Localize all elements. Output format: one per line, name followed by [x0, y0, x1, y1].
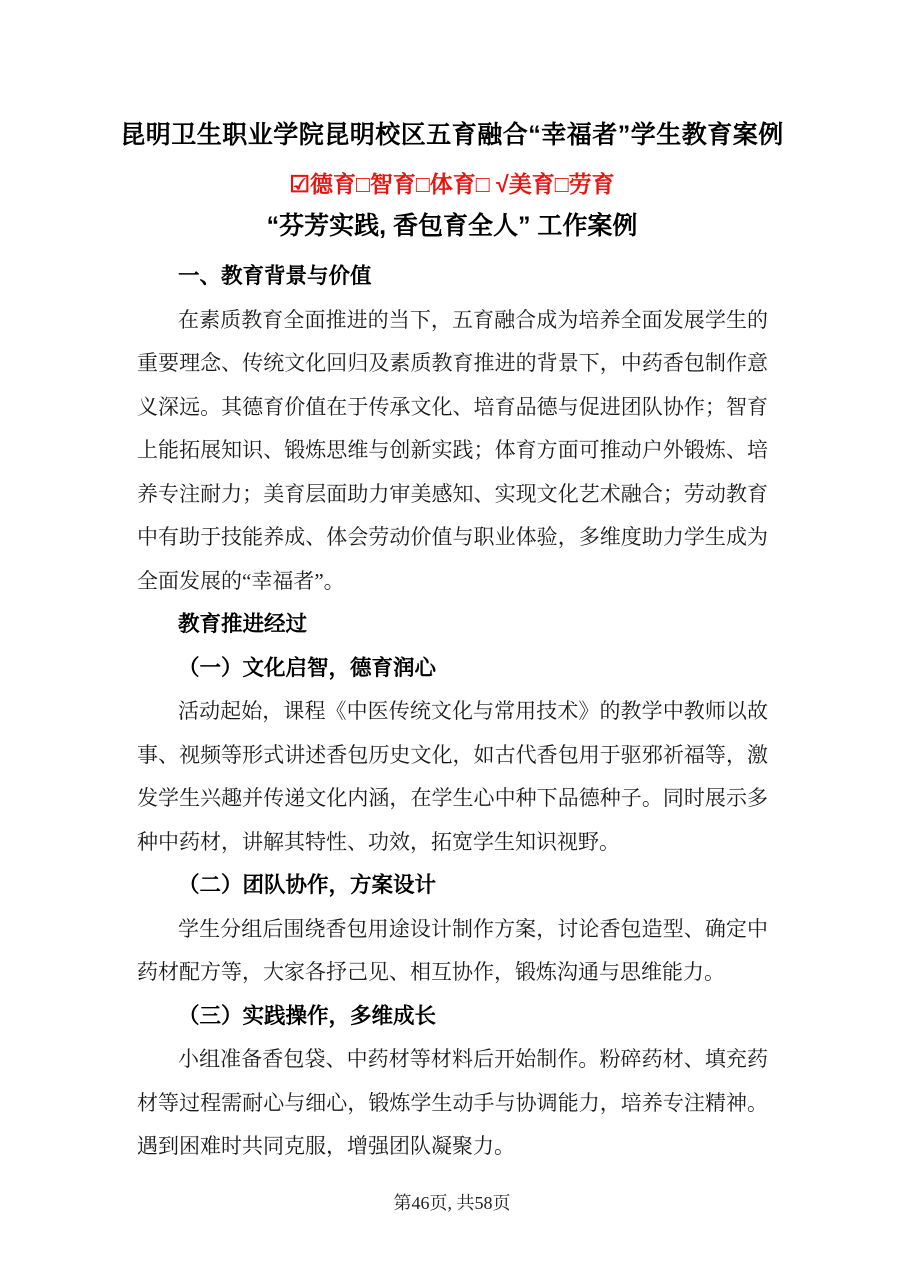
paragraph-line: 义深远。其德育价值在于传承文化、培育品德与促进团队协作；智育	[137, 394, 768, 419]
paragraph-line: 上能拓展知识、锻炼思维与创新实践；体育方面可推动户外锻炼、培	[137, 438, 768, 462]
section-heading-background-value: 一、教育背景与价值	[178, 264, 372, 288]
paragraph-line: 小组准备香包袋、中药材等材料后开始制作。粉碎药材、填充药	[178, 1047, 768, 1071]
step-heading-3: （三）实践操作，多维成长	[178, 1003, 437, 1028]
paragraph-line: 发学生兴趣并传递文化内涵，在学生心中种下品德种子。同时展示多	[137, 786, 768, 810]
paragraph-line: 活动起始，课程《中医传统文化与常用技术》的教学中教师以故	[178, 699, 768, 723]
section-heading-process: 教育推进经过	[178, 612, 308, 636]
paragraph-line: 种中药材，讲解其特性、功效，拓宽学生知识视野。	[137, 829, 620, 854]
document-title: 昆明卫生职业学院昆明校区五育融合“幸福者”学生教育案例	[120, 121, 784, 149]
paragraph-line: 材等过程需耐心与细心，锻炼学生动手与协调能力，培养专注精神。	[137, 1090, 768, 1115]
paragraph-line: 事、视频等形式讲述香包历史文化，如古代香包用于驱邪祈福等，激	[137, 742, 768, 767]
page-number-indicator: 第46页, 共58页	[393, 1193, 511, 1213]
document-subtitle: “芬芳实践, 香包育全人” 工作案例	[266, 212, 638, 240]
paragraph-line: 学生分组后围绕香包用途设计制作方案，讨论香包造型、确定中	[178, 916, 768, 941]
category-checkbox-line: ☑德育□智育□体育□ √美育□劳育	[289, 171, 615, 197]
paragraph-line: 遇到困难时共同克服，增强团队凝聚力。	[137, 1134, 515, 1158]
step-heading-1: （一）文化启智，德育润心	[178, 655, 437, 680]
paragraph-line: 重要理念、传统文化回归及素质教育推进的背景下，中药香包制作意	[137, 351, 768, 375]
paragraph-line: 在素质教育全面推进的当下，五育融合成为培养全面发展学生的	[178, 307, 768, 332]
step-heading-2: （二）团队协作，方案设计	[178, 873, 437, 897]
paragraph-line: 药材配方等，大家各抒己见、相互协作，锻炼沟通与思维能力。	[137, 960, 725, 984]
document-body	[137, 255, 768, 1169]
paragraph-line: 中有助于技能养成、体会劳动价值与职业体验，多维度助力学生成为	[137, 525, 768, 549]
paragraph-line: 全面发展的“幸福者”。	[137, 568, 345, 593]
paragraph-line: 养专注耐力；美育层面助力审美感知、实现文化艺术融合；劳动教育	[137, 481, 768, 506]
